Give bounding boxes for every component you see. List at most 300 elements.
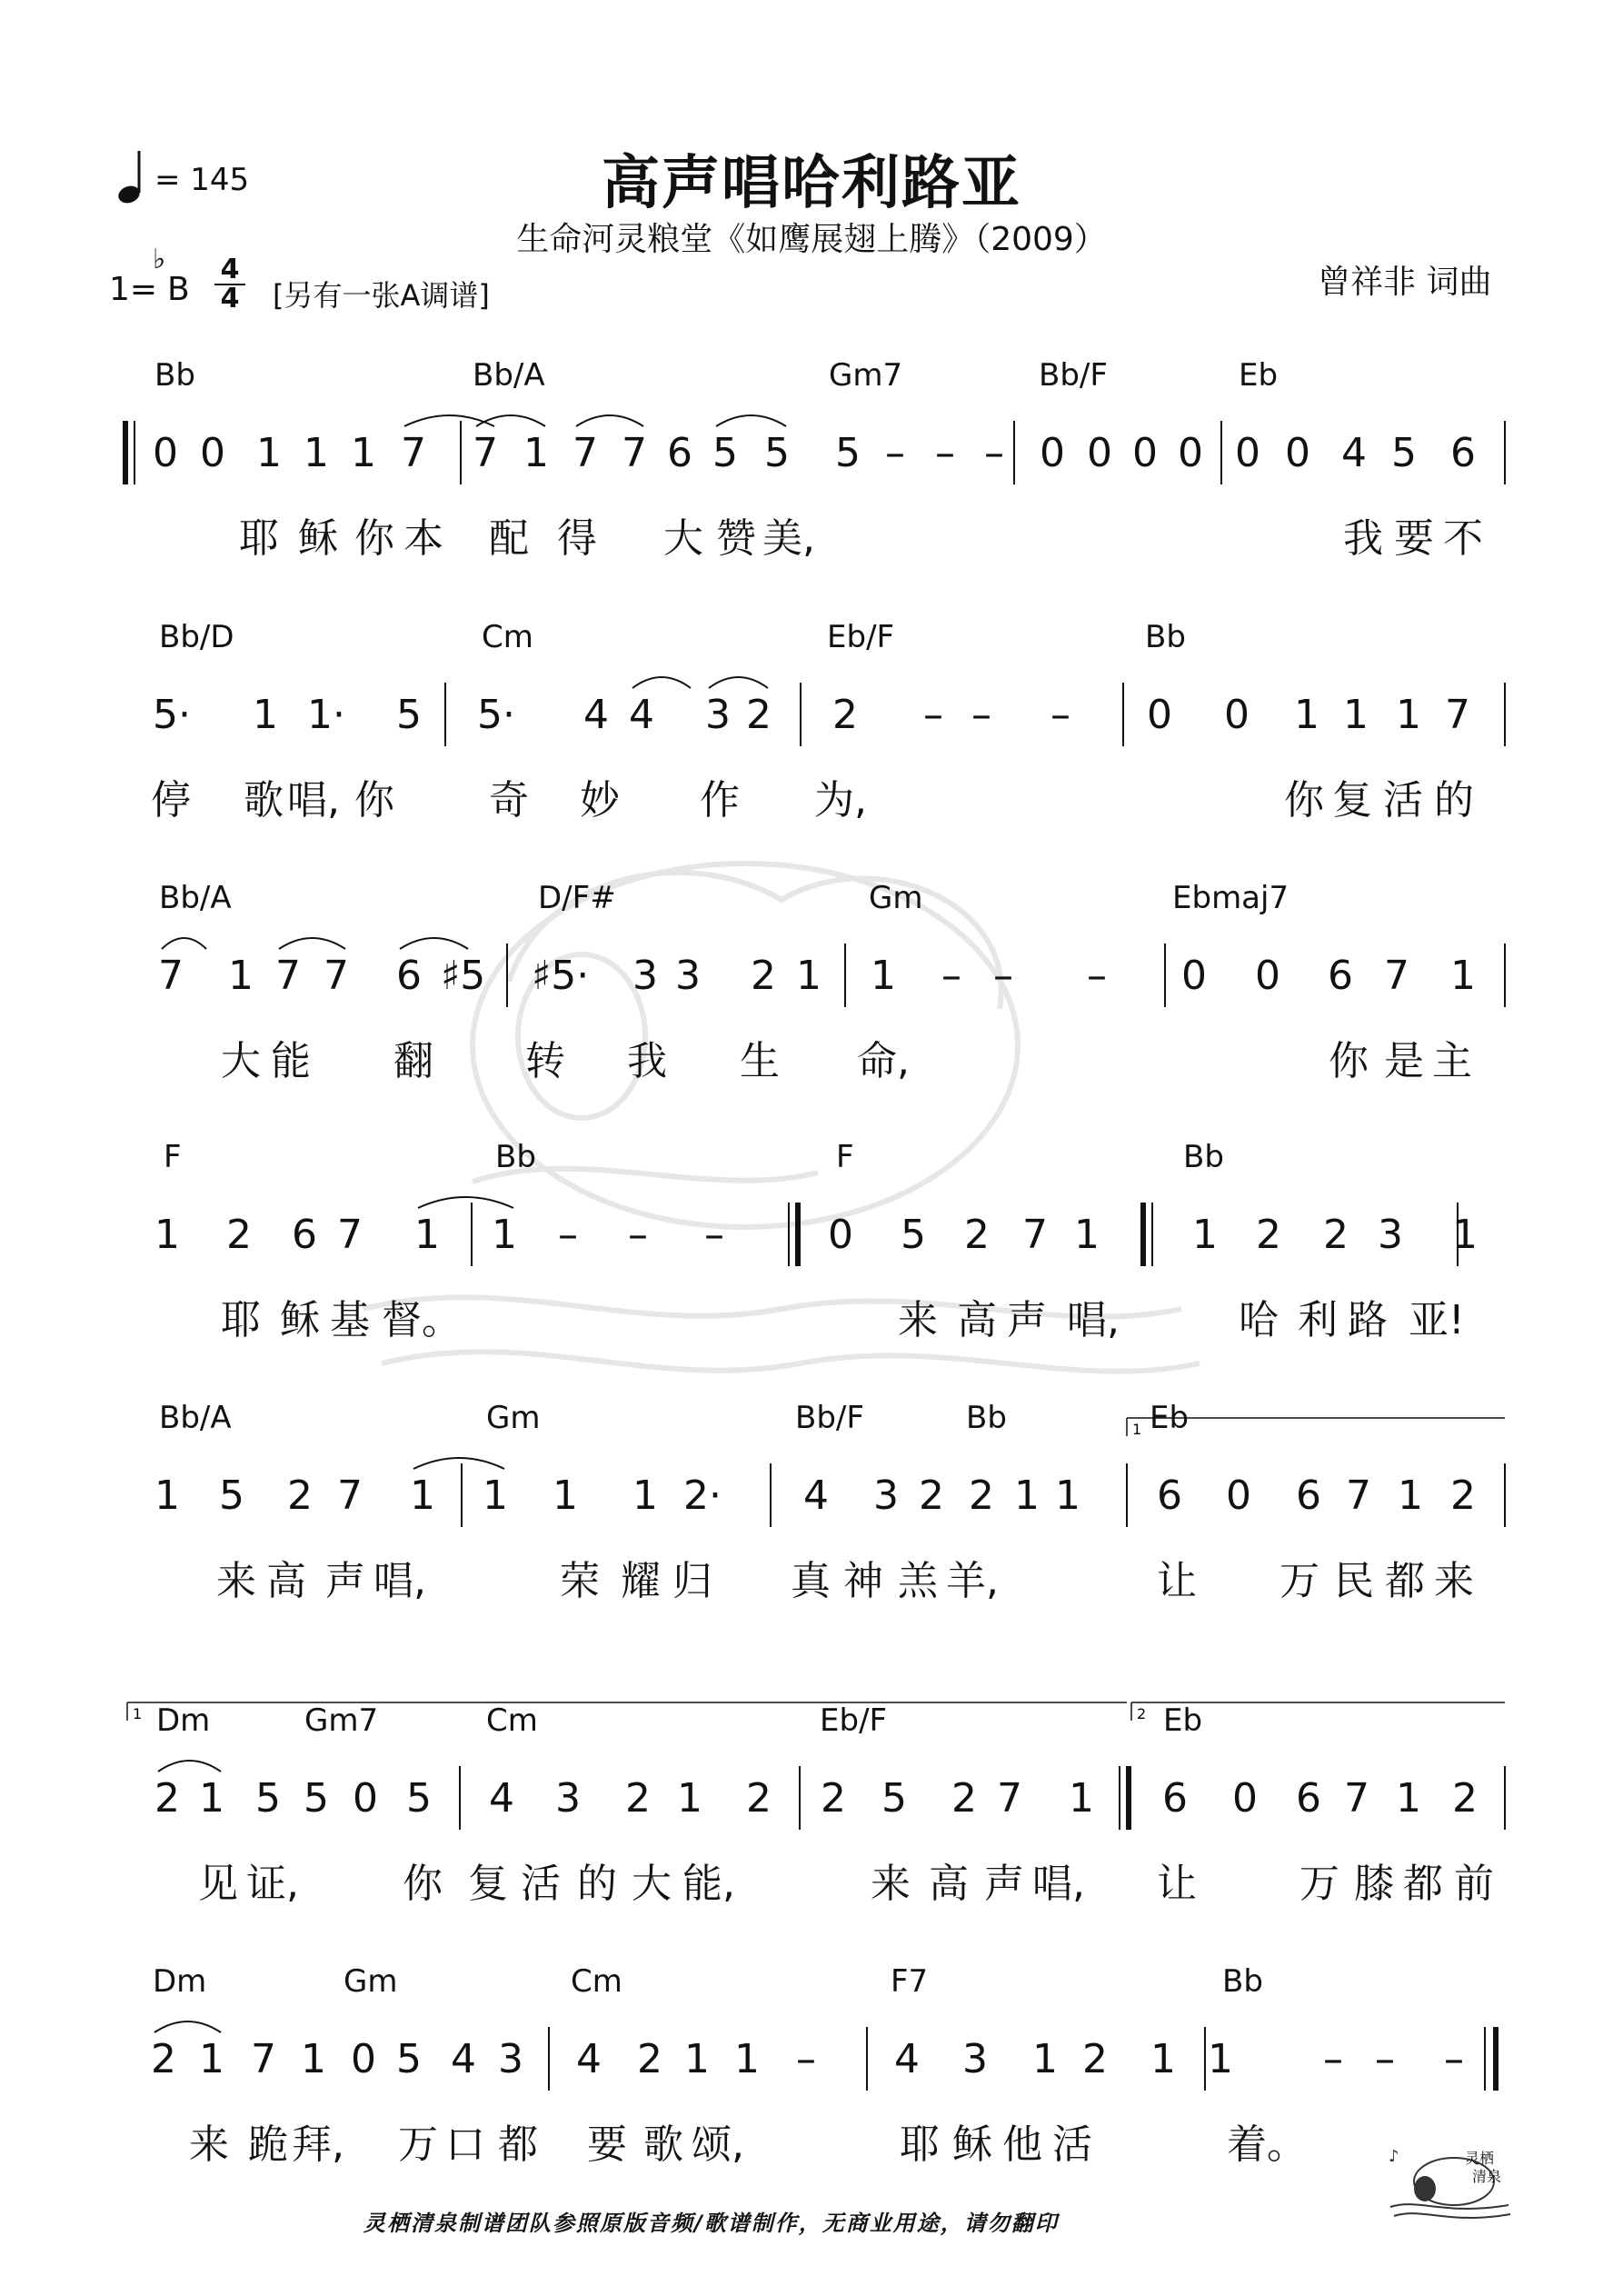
note-digit: 3 [555, 1775, 581, 1822]
tie-slur [400, 938, 468, 949]
lyric-char: 大 [632, 1861, 672, 1907]
lyric-char: 要 [587, 2121, 627, 2168]
lyric-char: 的 [1434, 777, 1474, 824]
note-digit: 5 [764, 430, 790, 476]
lyric-char: 都 [1403, 1861, 1443, 1907]
note-digit: 2 [746, 692, 772, 738]
tie-slur [279, 938, 345, 949]
note-digit: 7 [337, 1472, 363, 1519]
time-signature-bottom: 4 [214, 284, 245, 313]
note-digit: 5· [477, 692, 515, 738]
note-digit: – [1050, 692, 1070, 738]
chord-symbol: Eb/F [827, 619, 895, 655]
note-digit: 2 [637, 2036, 662, 2082]
note-digit: 7 [251, 2036, 276, 2082]
lyric-char: 奇 [489, 777, 529, 824]
note-digit: 1 [1396, 692, 1421, 738]
lyric-char: 高 [957, 1297, 997, 1343]
note-digit: 2 [919, 1472, 944, 1519]
lyric-char: 来 [216, 1558, 256, 1604]
note-digit: 7 [401, 430, 426, 476]
note-digit: 1 [1150, 2036, 1176, 2082]
volta-number: 2 [1137, 1705, 1147, 1722]
note-digit: 0 [1181, 953, 1207, 999]
chord-symbol: Eb/F [820, 1702, 888, 1739]
chord-symbol: Bb [495, 1139, 536, 1175]
chord-symbol: Bb/A [473, 357, 545, 394]
note-digit: 2· [683, 1472, 722, 1519]
lyric-char: 耶 [221, 1297, 261, 1343]
chord-symbol: Gm [344, 1963, 398, 2000]
note-digit: 0 [1235, 430, 1260, 476]
lyric-char: 唱, [1067, 1297, 1120, 1343]
chord-symbol: Cm [482, 619, 533, 655]
note-digit: 0 [1178, 430, 1203, 476]
chord-symbol: Eb [1150, 1400, 1190, 1436]
note-digit: 0 [353, 1775, 378, 1822]
note-digit: 6 [667, 430, 692, 476]
tempo-marking: = 145 [154, 162, 250, 198]
tie-slur [632, 677, 691, 688]
lyric-char: 着。 [1227, 2121, 1307, 2168]
chord-symbol: Bb/A [159, 880, 232, 916]
note-digit: 6 [396, 953, 422, 999]
note-digit: 0 [1040, 430, 1065, 476]
note-digit: 0 [1226, 1472, 1251, 1519]
note-digit: 1 [1398, 1472, 1423, 1519]
note-digit: – [971, 692, 991, 738]
note-digit: 5 [219, 1472, 244, 1519]
key-note: B [167, 271, 190, 308]
note-digit: 0 [1255, 953, 1280, 999]
lyric-char: 前 [1454, 1861, 1494, 1907]
note-digit: 1 [228, 953, 254, 999]
lyric-char: 来 [871, 1861, 911, 1907]
note-digit: 2 [1450, 1472, 1476, 1519]
lyric-char: 来 [189, 2121, 229, 2168]
lyric-char: 都 [1385, 1558, 1425, 1604]
lyric-char: 的 [577, 1861, 617, 1907]
lyric-char: 亚! [1409, 1297, 1465, 1343]
chord-symbol: Gm7 [304, 1702, 379, 1739]
chord-symbol: Gm7 [829, 357, 903, 394]
note-digit: 7 [473, 430, 498, 476]
lyric-char: 大 [663, 515, 703, 562]
tie-slur [709, 677, 768, 688]
tie-slur [576, 415, 643, 426]
note-digit: 1 [1396, 1775, 1421, 1822]
lyric-char: 复 [1332, 777, 1372, 824]
lyric-char: 膝 [1354, 1861, 1394, 1907]
chord-symbol: F7 [891, 1963, 929, 2000]
note-digit: 4 [451, 2036, 476, 2082]
note-digit: 4 [1341, 430, 1367, 476]
note-digit: 3 [498, 2036, 523, 2082]
lyric-char: 停 [151, 777, 191, 824]
note-digit: 6 [1157, 1472, 1182, 1519]
lyric-char: 稣 [298, 515, 338, 562]
chord-symbol: Bb [1183, 1139, 1224, 1175]
note-digit: 1 [1032, 2036, 1058, 2082]
volta-number: 1 [133, 1705, 143, 1722]
chord-symbol: Dm [153, 1963, 207, 2000]
lyric-char: 高 [929, 1861, 969, 1907]
lyric-char: 来 [1434, 1558, 1474, 1604]
lyric-char: 证, [246, 1861, 299, 1907]
note-digit: – [923, 692, 943, 738]
note-digit: 2 [154, 1775, 180, 1822]
note-digit: 1 [414, 1212, 440, 1258]
lyric-char: 高 [266, 1558, 306, 1604]
lyric-char: 作 [700, 777, 740, 824]
song-subtitle: 生命河灵粮堂《如鹰展翅上腾》（2009） [516, 221, 1107, 258]
note-digit: 1 [154, 1212, 180, 1258]
lyric-char: 活 [1052, 2121, 1092, 2168]
note-digit: 1 [553, 1472, 578, 1519]
lyric-char: 主 [1432, 1038, 1472, 1084]
note-digit: 7 [573, 430, 598, 476]
note-digit: 1 [256, 430, 282, 476]
lyric-char: 唱, [287, 777, 340, 824]
lyric-char: 耀 [621, 1558, 661, 1604]
note-digit: – [796, 2036, 816, 2082]
lyric-char: 羊, [946, 1558, 999, 1604]
note-digit: 2 [1323, 1212, 1349, 1258]
chord-symbol: Bb/D [159, 619, 234, 655]
tie-slur [716, 415, 786, 426]
note-digit: – [558, 1212, 578, 1258]
chord-symbol: Cm [571, 1963, 622, 2000]
chord-symbol: Eb [1163, 1702, 1203, 1739]
note-digit: 4 [576, 2036, 602, 2082]
note-digit: 6 [1328, 953, 1353, 999]
chord-symbol: Gm [486, 1400, 541, 1436]
logo-text-1: 灵栖 [1465, 2150, 1495, 2167]
lyric-char: 跪 [248, 2121, 288, 2168]
lyric-char: 歌 [244, 777, 284, 824]
lyric-char: 要 [1394, 515, 1434, 562]
lyric-char: 能, [682, 1861, 735, 1907]
note-digit: 1 [1208, 2036, 1233, 2082]
note-digit: 1 [1014, 1472, 1040, 1519]
lyric-char: 我 [1343, 515, 1383, 562]
note-digit: 2 [1452, 1775, 1478, 1822]
lyric-char: 能 [271, 1038, 311, 1084]
note-digit: 2 [964, 1212, 990, 1258]
svg-text:♪: ♪ [1389, 2147, 1399, 2166]
lyric-char: 活 [1383, 777, 1423, 824]
note-digit: 2 [951, 1775, 977, 1822]
lyric-char: 你 [354, 515, 394, 562]
note-digit: 1 [410, 1472, 435, 1519]
note-digit: 0 [1147, 692, 1172, 738]
note-digit: 7 [324, 953, 349, 999]
note-digit: 7 [1445, 692, 1470, 738]
lyric-char: 耶 [900, 2121, 940, 2168]
lyric-char: 唱, [1032, 1861, 1085, 1907]
note-digit: – [1323, 2036, 1343, 2082]
chord-symbol: Ebmaj7 [1172, 880, 1289, 916]
composer-credit: 曾祥非 词曲 [1318, 264, 1492, 301]
note-digit: 1 [1192, 1212, 1218, 1258]
lyric-char: 荣 [560, 1558, 600, 1604]
lyric-char: 神 [843, 1558, 883, 1604]
note-digit: 6 [1296, 1472, 1321, 1519]
note-digit: – [941, 953, 961, 999]
note-digit: 1 [301, 2036, 326, 2082]
note-digit: 1 [1343, 692, 1369, 738]
chord-symbol: F [164, 1139, 182, 1175]
note-digit: 4 [894, 2036, 920, 2082]
chord-symbol: F [836, 1139, 854, 1175]
note-digit: ♯5 [441, 953, 486, 999]
lyric-char: 活 [521, 1861, 561, 1907]
lyric-char: 他 [1002, 2121, 1042, 2168]
lyric-char: 万 [398, 2121, 438, 2168]
note-digit: – [1444, 2036, 1464, 2082]
note-digit: 7 [1346, 1472, 1371, 1519]
lyric-char: 我 [627, 1038, 667, 1084]
note-digit: 2 [746, 1775, 772, 1822]
note-digit: 6 [1296, 1775, 1321, 1822]
note-digit: – [704, 1212, 724, 1258]
lyric-char: 命, [857, 1038, 910, 1084]
note-digit: 7 [158, 953, 184, 999]
note-digit: – [628, 1212, 648, 1258]
lyric-char: 让 [1157, 1861, 1197, 1907]
note-digit: 0 [828, 1212, 853, 1258]
note-digit: 0 [1232, 1775, 1258, 1822]
key-flat-sign: ♭ [153, 244, 166, 275]
note-digit: 5· [153, 692, 191, 738]
copyright-footer: 灵栖清泉制谱团队参照原版音频/歌谱制作，无商业用途，请勿翻印 [363, 2211, 1059, 2236]
chord-symbol: Bb [154, 357, 195, 394]
lyric-char: 稣 [280, 1297, 320, 1343]
tie-slur [158, 1761, 221, 1772]
lyric-char: 万 [1299, 1861, 1339, 1907]
lyric-char: 声 [984, 1861, 1024, 1907]
note-digit: 1 [199, 2036, 224, 2082]
lyric-char: 你 [354, 777, 394, 824]
note-digit: 3 [632, 953, 658, 999]
chord-symbol: Bb [966, 1400, 1007, 1436]
note-digit: 6 [1450, 430, 1476, 476]
note-digit: 3 [962, 2036, 988, 2082]
note-digit: 7 [337, 1212, 363, 1258]
note-digit: 1 [1055, 1472, 1080, 1519]
note-digit: – [885, 430, 905, 476]
lyric-char: 声 [325, 1558, 365, 1604]
note-digit: 1 [351, 430, 376, 476]
lyric-char: 羔 [898, 1558, 938, 1604]
note-digit: – [935, 430, 955, 476]
note-digit: 5 [901, 1212, 926, 1258]
note-digit: – [1087, 953, 1107, 999]
lyric-char: 美, [762, 515, 815, 562]
logo-text-2: 清泉 [1472, 2168, 1502, 2185]
lyric-char: 复 [468, 1861, 508, 1907]
note-digit: 2 [226, 1212, 252, 1258]
key-one-equals: 1= [109, 271, 158, 308]
note-digit: 5 [712, 430, 738, 476]
note-digit: 1 [523, 430, 549, 476]
note-digit: 3 [873, 1472, 899, 1519]
note-digit: 5 [304, 1775, 329, 1822]
lyric-char: 都 [498, 2121, 538, 2168]
note-digit: 5 [406, 1775, 432, 1822]
lyric-char: 得 [557, 515, 597, 562]
lyric-char: 生 [740, 1038, 780, 1084]
lyric-char: 基 [330, 1297, 370, 1343]
lyric-char: 你 [403, 1861, 443, 1907]
note-digit: 4 [489, 1775, 514, 1822]
note-digit: 3 [705, 692, 731, 738]
note-digit: – [993, 953, 1013, 999]
note-digit: 2 [151, 2036, 176, 2082]
lyric-char: 大 [221, 1038, 261, 1084]
lyric-char: 配 [489, 515, 529, 562]
lyric-char: 不 [1443, 515, 1483, 562]
note-digit: 0 [200, 430, 225, 476]
lyric-char: 声 [1007, 1297, 1047, 1343]
lyric-char: 唱, [373, 1558, 426, 1604]
note-digit: 1 [154, 1472, 180, 1519]
note-digit: 5 [396, 692, 422, 738]
lyric-char: 你 [1284, 777, 1324, 824]
note-digit: 3 [1378, 1212, 1403, 1258]
lyric-char: 让 [1157, 1558, 1197, 1604]
note-digit: 0 [351, 2036, 376, 2082]
note-digit: – [1375, 2036, 1395, 2082]
tie-slur [418, 1197, 513, 1208]
note-digit: 7 [997, 1775, 1022, 1822]
note-digit: 2 [625, 1775, 651, 1822]
chord-symbol: D/F# [538, 880, 616, 916]
note-digit: 5 [835, 430, 861, 476]
lyric-char: 本 [403, 515, 443, 562]
note-digit: – [984, 430, 1004, 476]
lyric-char: 拜, [292, 2121, 344, 2168]
note-digit: 3 [675, 953, 701, 999]
note-digit: 1 [632, 1472, 658, 1519]
lyric-char: 耶 [239, 515, 279, 562]
lyric-char: 妙 [580, 777, 620, 824]
lyric-char: 来 [898, 1297, 938, 1343]
note-digit: 2 [1256, 1212, 1281, 1258]
note-digit: 1 [684, 2036, 710, 2082]
note-digit: 1 [1074, 1212, 1100, 1258]
note-digit: 4 [629, 692, 654, 738]
note-digit: 1 [199, 1775, 224, 1822]
note-digit: 1 [1069, 1775, 1094, 1822]
note-digit: 1 [871, 953, 896, 999]
alternate-key-note: [另有一张A调谱] [273, 278, 490, 313]
note-digit: 7 [1384, 953, 1409, 999]
chord-symbol: Eb [1239, 357, 1279, 394]
lyric-char: 翻 [393, 1038, 433, 1084]
note-digit: 1 [304, 430, 329, 476]
note-digit: 1 [483, 1472, 508, 1519]
tie-slur [154, 2021, 221, 2032]
note-digit: 0 [1285, 430, 1310, 476]
volta-number: 1 [1132, 1421, 1142, 1438]
chord-symbol: Gm [869, 880, 923, 916]
tie-slur [404, 415, 494, 426]
note-digit: 4 [803, 1472, 829, 1519]
lyric-char: 哈 [1239, 1297, 1279, 1343]
lyric-char: 利 [1298, 1297, 1338, 1343]
logo [1381, 2141, 1518, 2223]
time-signature-top: 4 [220, 254, 240, 285]
note-digit: 0 [1224, 692, 1250, 738]
note-digit: 1 [734, 2036, 760, 2082]
note-digit: 7 [622, 430, 647, 476]
lyric-char: 见 [198, 1861, 238, 1907]
note-digit: ♯5· [532, 953, 590, 999]
lyric-char: 归 [672, 1558, 712, 1604]
lyric-char: 赞 [716, 515, 756, 562]
note-digit: 7 [1022, 1212, 1048, 1258]
chord-symbol: Bb [1145, 619, 1186, 655]
chord-symbol: Bb/F [1039, 357, 1108, 394]
note-digit: 0 [153, 430, 178, 476]
lyric-char: 民 [1334, 1558, 1374, 1604]
lyric-char: 是 [1384, 1038, 1424, 1084]
note-digit: 2 [1082, 2036, 1108, 2082]
chord-symbol: Dm [156, 1702, 211, 1739]
tie-slur [476, 415, 545, 426]
note-digit: 2 [969, 1472, 994, 1519]
lyric-char: 路 [1348, 1297, 1388, 1343]
chord-symbol: Bb/F [795, 1400, 864, 1436]
note-digit: 1 [1294, 692, 1319, 738]
lyric-char: 为, [814, 777, 867, 824]
lyric-char: 稣 [952, 2121, 992, 2168]
note-digit: 1 [1450, 953, 1476, 999]
note-digit: 2 [821, 1775, 846, 1822]
note-digit: 5 [396, 2036, 422, 2082]
note-digit: 6 [292, 1212, 317, 1258]
note-digit: 2 [751, 953, 776, 999]
tie-slur [162, 938, 206, 949]
lyric-char: 万 [1279, 1558, 1319, 1604]
note-digit: 5 [1391, 430, 1417, 476]
lyric-char: 真 [791, 1558, 831, 1604]
tie-slur [413, 1458, 504, 1469]
note-digit: 0 [1132, 430, 1158, 476]
lyric-char: 歌 [643, 2121, 683, 2168]
lyric-char: 你 [1329, 1038, 1369, 1084]
chord-symbol: Bb/A [159, 1400, 232, 1436]
lyric-char: 转 [525, 1038, 565, 1084]
chord-symbol: Cm [486, 1702, 538, 1739]
note-digit: 4 [583, 692, 609, 738]
lyric-char: 督。 [382, 1297, 462, 1343]
note-digit: 7 [1344, 1775, 1369, 1822]
note-digit: 1 [492, 1212, 517, 1258]
song-title: 高声唱哈利路亚 [602, 150, 1021, 217]
note-digit: 7 [275, 953, 301, 999]
note-digit: 6 [1162, 1775, 1188, 1822]
note-digit: 2 [287, 1472, 313, 1519]
note-digit: 1· [307, 692, 345, 738]
note-digit: 2 [832, 692, 858, 738]
note-digit: 1 [796, 953, 821, 999]
note-digit: 5 [881, 1775, 907, 1822]
lyric-char: 颂, [692, 2121, 744, 2168]
note-digit: 5 [255, 1775, 281, 1822]
note-digit: 1 [253, 692, 278, 738]
